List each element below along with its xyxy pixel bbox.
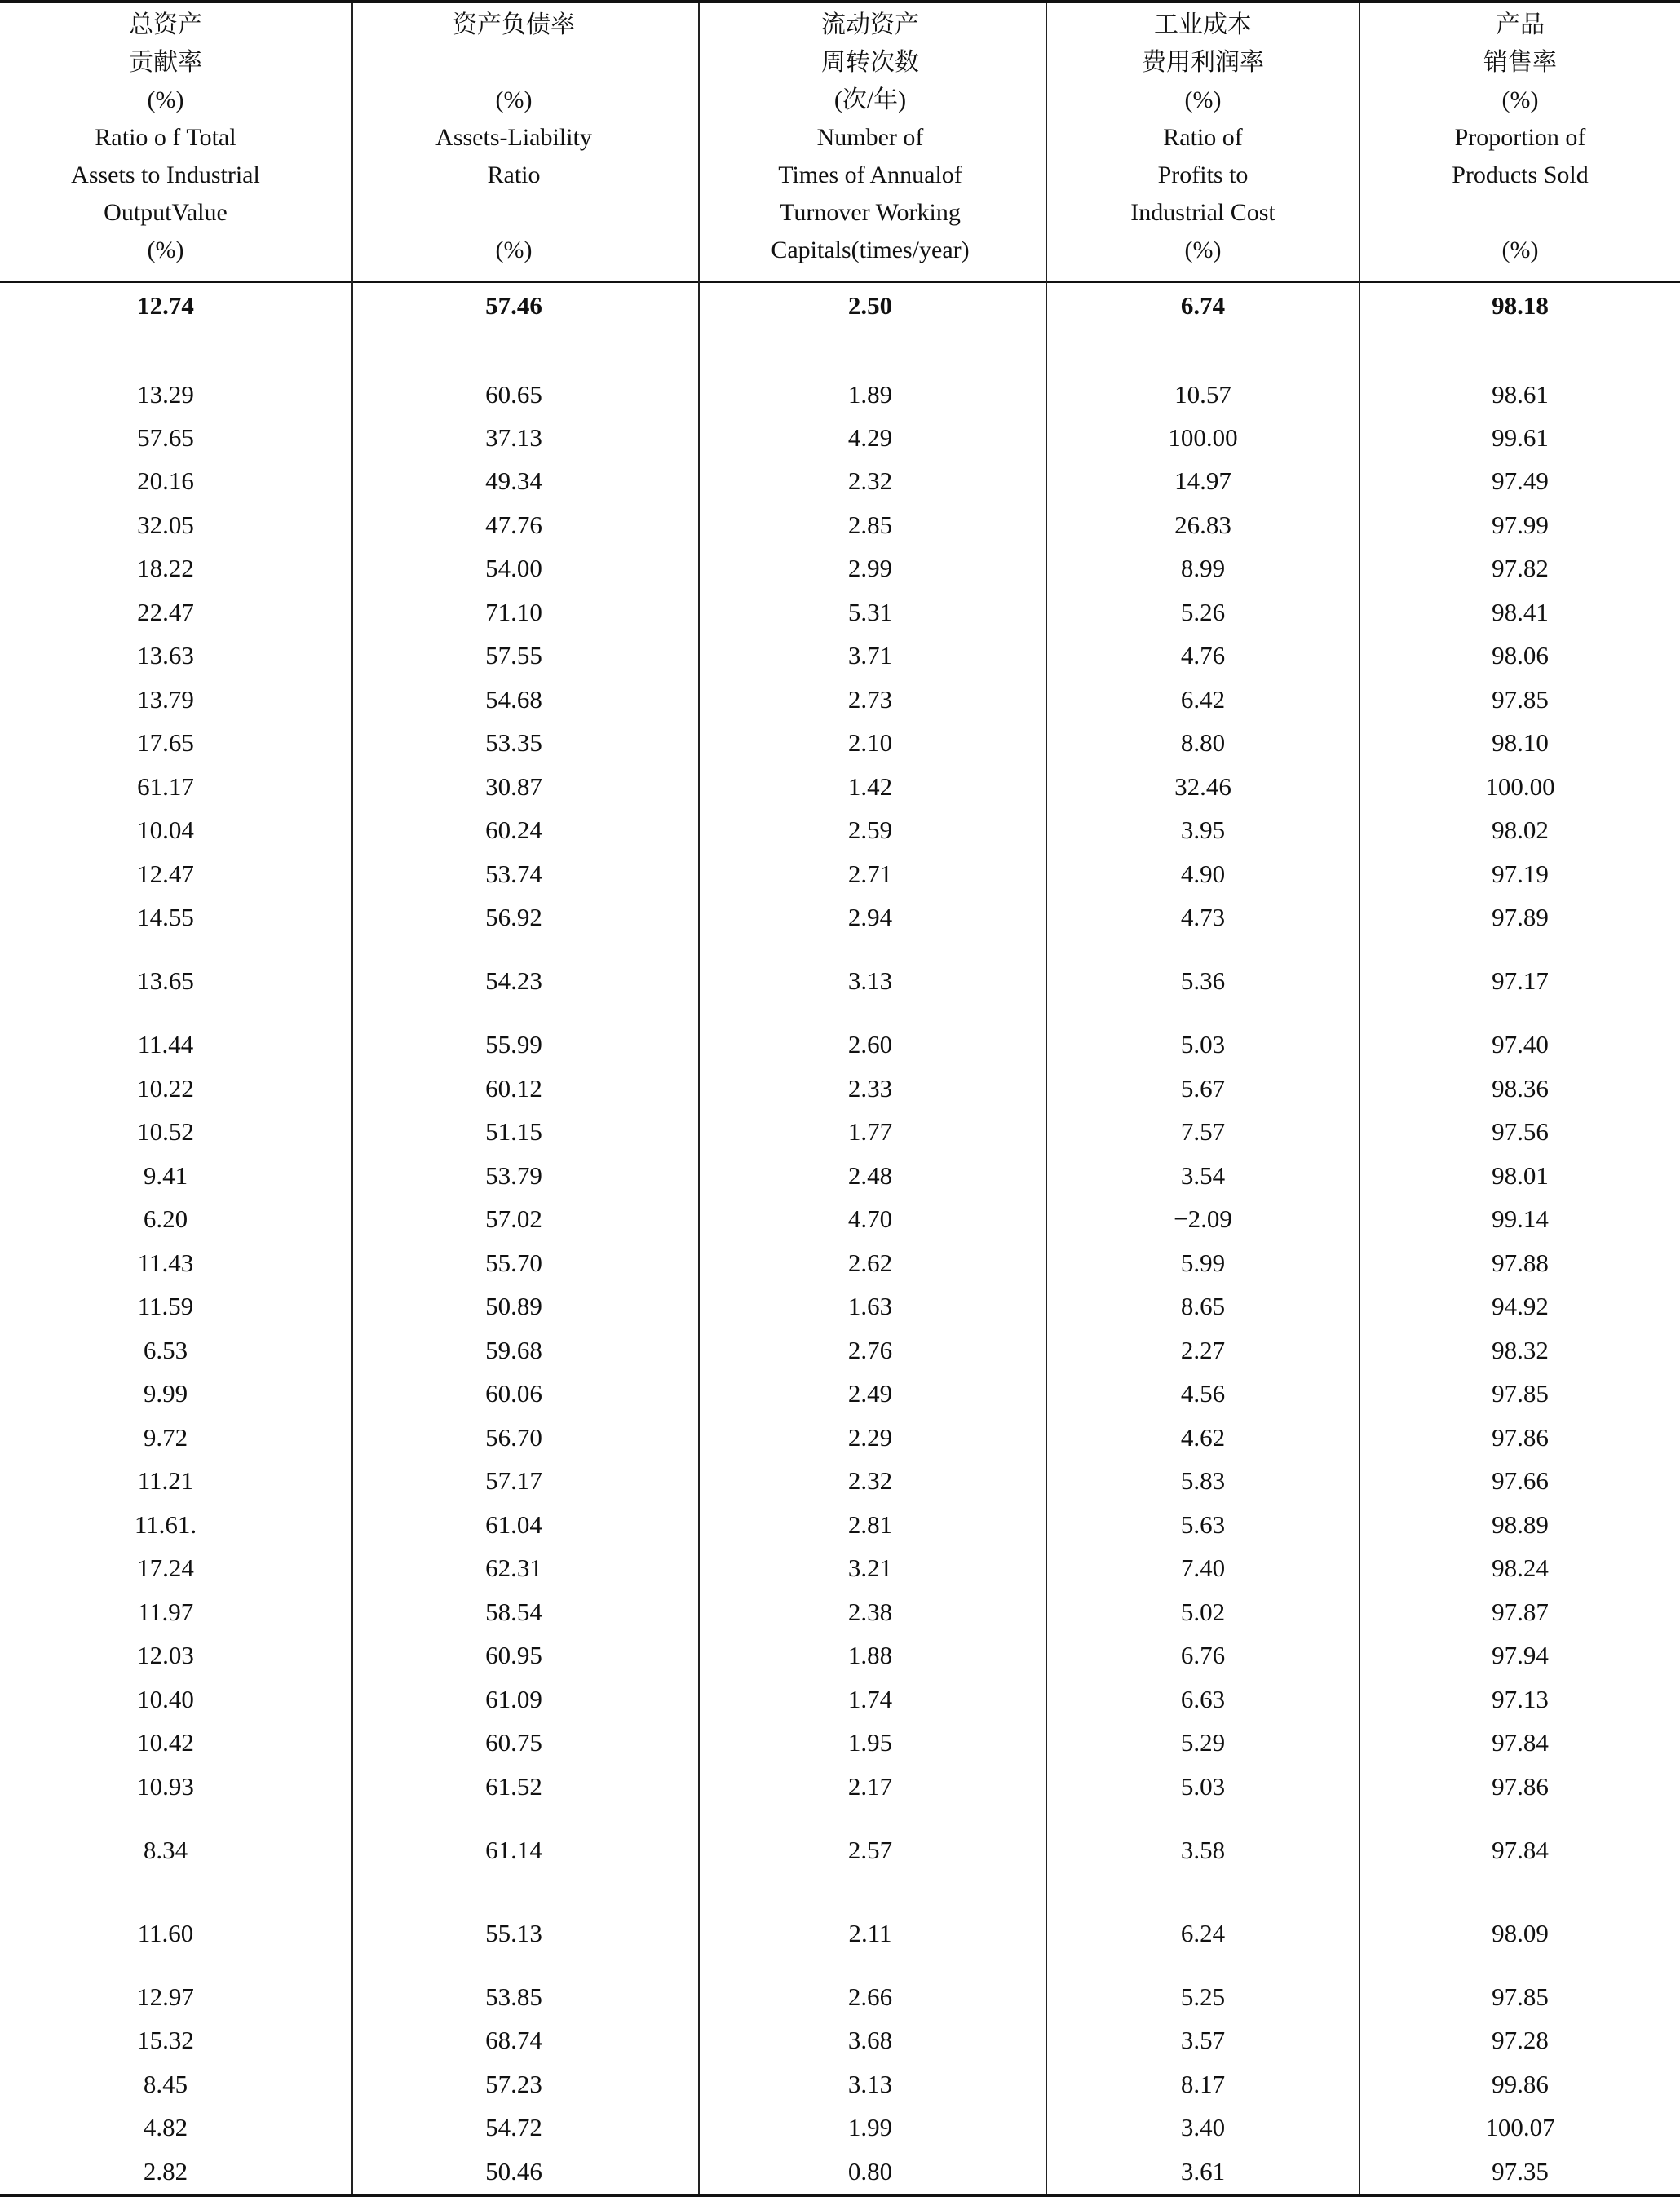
table-cell: 97.88 [1492, 1249, 1549, 1277]
total-row-cell: 98.18 [1492, 291, 1549, 320]
column-header-c4 [1048, 7, 1358, 281]
table-cell: 2.73 [847, 685, 893, 714]
table-cell: 3.13 [847, 2070, 893, 2098]
table-cell: 37.13 [485, 423, 542, 452]
table-cell: 53.35 [485, 728, 542, 757]
table-cell: 97.94 [1492, 1641, 1549, 1669]
table-cell: 11.21 [137, 1466, 194, 1495]
table-cell: 8.65 [1180, 1292, 1226, 1320]
header-line: 工业成本 [1154, 11, 1252, 38]
table-cell: 60.65 [485, 380, 542, 409]
header-line: 贡献率 [129, 49, 202, 76]
table-cell: 2.57 [847, 1836, 893, 1864]
table-cell: 8.17 [1180, 2070, 1226, 2098]
table-cell: 53.74 [485, 860, 542, 888]
table-cell: 2.82 [143, 2157, 188, 2186]
header-line: (%) [1184, 236, 1222, 263]
table-cell: 17.65 [137, 728, 194, 757]
table-cell: 2.32 [847, 466, 893, 495]
table-cell: 2.49 [847, 1379, 893, 1408]
table-cell: 11.97 [137, 1598, 194, 1626]
table-cell: 2.33 [847, 1074, 893, 1103]
table-cell: 4.82 [143, 2113, 188, 2141]
table-cell: 61.09 [485, 1685, 542, 1713]
header-line: (%) [1184, 86, 1222, 113]
table-cell: 18.22 [137, 554, 194, 582]
table-cell: 61.04 [485, 1510, 542, 1539]
table-cell: 57.55 [485, 641, 542, 670]
table-cell: 50.89 [485, 1292, 542, 1320]
column-header-c5 [1365, 7, 1675, 281]
table-cell: 97.13 [1492, 1685, 1549, 1713]
table-cell: 1.42 [847, 772, 893, 801]
header-line: Capitals(times/year) [771, 236, 970, 263]
header-line: (%) [147, 236, 184, 263]
column-header-c1 [0, 7, 337, 281]
table-cell: 2.94 [847, 903, 893, 931]
table-cell: 8.34 [143, 1836, 188, 1864]
header-line: Assets to Industrial [71, 161, 260, 188]
table-cell: 13.29 [137, 380, 194, 409]
table-cell: 5.36 [1180, 966, 1226, 995]
header-line: Profits to [1157, 161, 1249, 188]
table-cell: 6.42 [1180, 685, 1226, 714]
header-line: (%) [1501, 86, 1539, 113]
table-cell: 97.85 [1492, 1982, 1549, 2011]
table-cell: 60.06 [485, 1379, 542, 1408]
table-cell: 97.49 [1492, 466, 1549, 495]
table-cell: 1.77 [847, 1117, 893, 1146]
table-cell: 53.85 [485, 1982, 542, 2011]
table-cell: 13.63 [137, 641, 194, 670]
table-cell: 4.62 [1180, 1423, 1226, 1452]
table-cell: 1.74 [847, 1685, 893, 1713]
header-line: Industrial Cost [1130, 199, 1275, 226]
table-cell: 97.87 [1492, 1598, 1549, 1626]
table-cell: 98.41 [1492, 598, 1549, 626]
header-line: Ratio [487, 161, 541, 188]
table-cell: 2.60 [847, 1030, 893, 1059]
table-cell: 6.20 [143, 1204, 188, 1233]
table-cell: 5.02 [1180, 1598, 1226, 1626]
table-cell: 5.83 [1180, 1466, 1226, 1495]
table-cell: 2.17 [847, 1772, 893, 1801]
table-cell: 4.70 [847, 1204, 893, 1233]
table-cell: 97.66 [1492, 1466, 1549, 1495]
table-cell: 10.22 [137, 1074, 194, 1103]
table-cell: 100.00 [1168, 423, 1238, 452]
table-cell: 15.32 [137, 2026, 194, 2054]
table-cell: 97.84 [1492, 1728, 1549, 1757]
total-row-cell: 6.74 [1180, 291, 1226, 320]
table-cell: 2.10 [847, 728, 893, 757]
table-cell: 8.99 [1180, 554, 1226, 582]
header-line: Assets-Liability [435, 124, 592, 151]
total-row-cell: 57.46 [485, 291, 542, 320]
table-cell: 30.87 [485, 772, 542, 801]
table-cell: 8.45 [143, 2070, 188, 2098]
table-cell: 2.32 [847, 1466, 893, 1495]
table-cell: 2.81 [847, 1510, 893, 1539]
table-cell: 1.89 [847, 380, 893, 409]
header-line: 销售率 [1483, 49, 1557, 76]
header-line: (%) [495, 236, 533, 263]
table-cell: 97.86 [1492, 1772, 1549, 1801]
table-cell: 71.10 [485, 598, 542, 626]
header-line: Turnover Working [780, 199, 961, 226]
table-cell: 6.53 [143, 1336, 188, 1364]
table-cell: 98.32 [1492, 1336, 1549, 1364]
table-cell: 99.14 [1492, 1204, 1549, 1233]
table-cell: 5.31 [847, 598, 893, 626]
table-cell: 60.75 [485, 1728, 542, 1757]
table-cell: 5.25 [1180, 1982, 1226, 2011]
table-cell: 2.66 [847, 1982, 893, 2011]
table-cell: 4.73 [1180, 903, 1226, 931]
table-cell: 57.02 [485, 1204, 542, 1233]
column-divider [1359, 3, 1360, 2194]
table-cell: 1.95 [847, 1728, 893, 1757]
table-cell: 98.61 [1492, 380, 1549, 409]
table-cell: 7.57 [1180, 1117, 1226, 1146]
table-cell: 12.03 [137, 1641, 194, 1669]
table-cell: 97.56 [1492, 1117, 1549, 1146]
table-cell: 14.97 [1174, 466, 1231, 495]
header-line: (%) [147, 86, 184, 113]
header-line: (%) [495, 86, 533, 113]
table-cell: 55.13 [485, 1919, 542, 1947]
table-cell: 1.99 [847, 2113, 893, 2141]
table-cell: 9.72 [143, 1423, 188, 1452]
table-cell: 3.40 [1180, 2113, 1226, 2141]
header-line: (%) [1501, 236, 1539, 263]
column-divider [1046, 3, 1047, 2194]
table-cell: 2.38 [847, 1598, 893, 1626]
header-line: 资产负债率 [453, 11, 575, 38]
table-cell: 98.10 [1492, 728, 1549, 757]
table-cell: 5.99 [1180, 1249, 1226, 1277]
table-cell: 97.35 [1492, 2157, 1549, 2186]
table-cell: 100.00 [1485, 772, 1555, 801]
table-cell: 10.93 [137, 1772, 194, 1801]
table-cell: 3.58 [1180, 1836, 1226, 1864]
table-cell: 3.54 [1180, 1161, 1226, 1190]
table-cell: 3.61 [1180, 2157, 1226, 2186]
table-cell: 5.63 [1180, 1510, 1226, 1539]
table-cell: 13.79 [137, 685, 194, 714]
header-line: 周转次数 [821, 49, 919, 76]
table-cell: 62.31 [485, 1554, 542, 1582]
table-cell: 22.47 [137, 598, 194, 626]
table-cell: 1.88 [847, 1641, 893, 1669]
table-cell: 55.70 [485, 1249, 542, 1277]
header-line: Proportion of [1454, 124, 1586, 151]
table-cell: 97.82 [1492, 554, 1549, 582]
table-cell: 97.40 [1492, 1030, 1549, 1059]
table-cell: 54.72 [485, 2113, 542, 2141]
table-cell: 2.27 [1180, 1336, 1226, 1364]
table-cell: 14.55 [137, 903, 194, 931]
table-cell: 2.48 [847, 1161, 893, 1190]
table-cell: 4.56 [1180, 1379, 1226, 1408]
table-cell: 2.59 [847, 815, 893, 844]
table-cell: 60.95 [485, 1641, 542, 1669]
total-row-cell: 2.50 [847, 291, 893, 320]
table-cell: 1.63 [847, 1292, 893, 1320]
table-cell: 4.76 [1180, 641, 1226, 670]
table-cell: 97.17 [1492, 966, 1549, 995]
table-cell: 5.03 [1180, 1030, 1226, 1059]
table-cell: 32.46 [1174, 772, 1231, 801]
table-cell: 5.26 [1180, 598, 1226, 626]
table-cell: 99.86 [1492, 2070, 1549, 2098]
header-line: 流动资产 [821, 11, 919, 38]
header-line: Times of Annualof [778, 161, 962, 188]
table-cell: 97.89 [1492, 903, 1549, 931]
total-row-cell: 12.74 [137, 291, 194, 320]
table-cell: 98.01 [1492, 1161, 1549, 1190]
table-cell: 3.71 [847, 641, 893, 670]
table-cell: 20.16 [137, 466, 194, 495]
table-cell: 94.92 [1492, 1292, 1549, 1320]
table-cell: 6.76 [1180, 1641, 1226, 1669]
table-cell: 60.12 [485, 1074, 542, 1103]
header-rule [0, 281, 1680, 283]
table-cell: 32.05 [137, 510, 194, 539]
table-cell: 99.61 [1492, 423, 1549, 452]
table-cell: 54.00 [485, 554, 542, 582]
table-cell: 98.24 [1492, 1554, 1549, 1582]
table-cell: 47.76 [485, 510, 542, 539]
table-cell: 56.92 [485, 903, 542, 931]
header-line: 产品 [1496, 11, 1545, 38]
table-cell: 97.85 [1492, 685, 1549, 714]
column-header-c3 [699, 7, 1041, 281]
table-cell: 11.59 [137, 1292, 194, 1320]
table-cell: 2.85 [847, 510, 893, 539]
table-cell: 3.95 [1180, 815, 1226, 844]
table-cell: 98.02 [1492, 815, 1549, 844]
table-cell: 98.89 [1492, 1510, 1549, 1539]
table-cell: 26.83 [1174, 510, 1231, 539]
table-cell: 10.04 [137, 815, 194, 844]
header-line: 总资产 [129, 11, 202, 38]
table-cell: 4.90 [1180, 860, 1226, 888]
header-line: Number of [816, 124, 924, 151]
table-cell: 2.11 [848, 1919, 892, 1947]
table-cell: 9.99 [143, 1379, 188, 1408]
top-rule [0, 0, 1680, 3]
table-cell: 2.29 [847, 1423, 893, 1452]
table-cell: 56.70 [485, 1423, 542, 1452]
table-cell: 57.65 [137, 423, 194, 452]
table-cell: 3.57 [1180, 2026, 1226, 2054]
header-line: Ratio o f Total [95, 124, 237, 151]
bottom-rule [0, 2194, 1680, 2197]
table-cell: 55.99 [485, 1030, 542, 1059]
table-cell: 12.97 [137, 1982, 194, 2011]
table-cell: 58.54 [485, 1598, 542, 1626]
table-cell: 97.84 [1492, 1836, 1549, 1864]
table-cell: 10.57 [1174, 380, 1231, 409]
table-cell: 100.07 [1485, 2113, 1555, 2141]
header-line: (次/年) [833, 86, 907, 113]
table-cell: 10.40 [137, 1685, 194, 1713]
table-cell: 3.13 [847, 966, 893, 995]
table-cell: 57.17 [485, 1466, 542, 1495]
table-cell: −2.09 [1174, 1204, 1232, 1233]
table-cell: 12.47 [137, 860, 194, 888]
table-cell: 54.23 [485, 966, 542, 995]
table-cell: 3.21 [847, 1554, 893, 1582]
table-cell: 5.67 [1180, 1074, 1226, 1103]
table-cell: 97.28 [1492, 2026, 1549, 2054]
table-cell: 61.52 [485, 1772, 542, 1801]
table-cell: 97.19 [1492, 860, 1549, 888]
table-cell: 50.46 [485, 2157, 542, 2186]
table-cell: 97.99 [1492, 510, 1549, 539]
table-cell: 9.41 [143, 1161, 188, 1190]
table-cell: 98.09 [1492, 1919, 1549, 1947]
table-cell: 97.85 [1492, 1379, 1549, 1408]
table-cell: 2.76 [847, 1336, 893, 1364]
table-cell: 11.61. [134, 1510, 197, 1539]
table-cell: 5.03 [1180, 1772, 1226, 1801]
table-cell: 61.17 [137, 772, 194, 801]
table-cell: 98.06 [1492, 641, 1549, 670]
table-cell: 7.40 [1180, 1554, 1226, 1582]
table-cell: 8.80 [1180, 728, 1226, 757]
table-cell: 13.65 [137, 966, 194, 995]
table-cell: 3.68 [847, 2026, 893, 2054]
header-line: OutputValue [104, 199, 228, 226]
table-cell: 98.36 [1492, 1074, 1549, 1103]
header-line: 费用利润率 [1142, 49, 1264, 76]
table-cell: 11.60 [137, 1919, 194, 1947]
table-cell: 11.43 [137, 1249, 194, 1277]
table-cell: 10.52 [137, 1117, 194, 1146]
table-cell: 11.44 [137, 1030, 194, 1059]
table-cell: 0.80 [847, 2157, 893, 2186]
table-cell: 2.99 [847, 554, 893, 582]
table-cell: 53.79 [485, 1161, 542, 1190]
table-cell: 2.62 [847, 1249, 893, 1277]
header-line: Products Sold [1452, 161, 1589, 188]
table-cell: 4.29 [847, 423, 893, 452]
table-cell: 51.15 [485, 1117, 542, 1146]
header-line: Ratio of [1163, 124, 1243, 151]
table-cell: 10.42 [137, 1728, 194, 1757]
table-cell: 68.74 [485, 2026, 542, 2054]
table-cell: 49.34 [485, 466, 542, 495]
table-cell: 5.29 [1180, 1728, 1226, 1757]
table-cell: 60.24 [485, 815, 542, 844]
table-cell: 2.71 [847, 860, 893, 888]
table-cell: 6.24 [1180, 1919, 1226, 1947]
table-cell: 54.68 [485, 685, 542, 714]
table-cell: 59.68 [485, 1336, 542, 1364]
table-cell: 57.23 [485, 2070, 542, 2098]
table-cell: 97.86 [1492, 1423, 1549, 1452]
column-header-c2 [343, 7, 685, 281]
table-cell: 6.63 [1180, 1685, 1226, 1713]
table-cell: 17.24 [137, 1554, 194, 1582]
table-cell: 61.14 [485, 1836, 542, 1864]
